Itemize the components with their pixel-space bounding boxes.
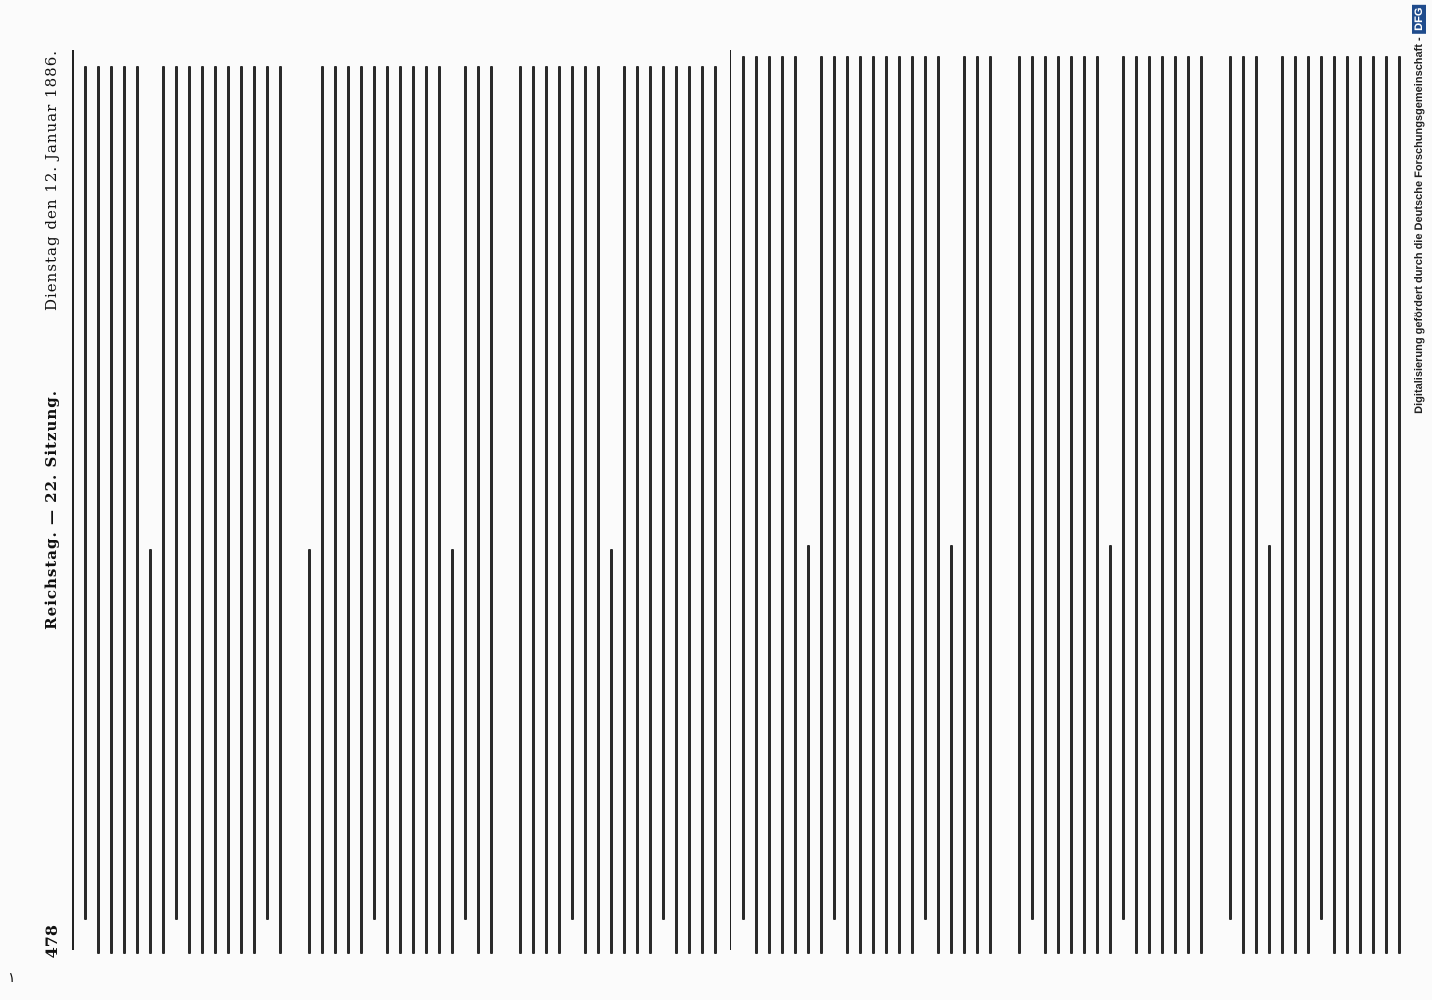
column-divider: [730, 50, 731, 950]
text-line: [347, 66, 350, 954]
text-line: [464, 66, 467, 920]
text-line: [373, 66, 376, 920]
text-line: [1346, 56, 1349, 954]
text-line: [755, 56, 758, 954]
text-line: [412, 66, 415, 954]
text-line: [898, 56, 901, 954]
text-line: [321, 66, 324, 954]
text-line: [334, 66, 337, 954]
text-line: [438, 66, 441, 954]
text-line: [227, 66, 230, 954]
text-line: [308, 549, 311, 954]
text-line: [97, 66, 100, 954]
text-line: [175, 66, 178, 920]
text-line: [1320, 56, 1323, 920]
text-line: [924, 56, 927, 920]
text-line: [859, 56, 862, 954]
text-line: [1268, 545, 1271, 955]
text-line: [1385, 56, 1388, 954]
text-line: [742, 56, 745, 920]
text-line: [519, 66, 522, 954]
text-line: [1174, 56, 1177, 954]
digitization-credit: [1412, 5, 1426, 414]
text-line: [1096, 56, 1099, 954]
running-header: [42, 390, 60, 630]
text-line: [149, 549, 152, 954]
text-line: [571, 66, 574, 920]
text-line: [911, 56, 914, 954]
text-line: [950, 545, 953, 955]
text-line: [846, 56, 849, 954]
text-line: [451, 549, 454, 954]
text-line: [649, 66, 652, 954]
text-line: [584, 66, 587, 954]
text-line: [84, 66, 87, 920]
text-line: [807, 545, 810, 955]
text-line: [1135, 56, 1138, 954]
text-line: [610, 549, 613, 954]
text-line: [1057, 56, 1060, 954]
credit-text: Digitalisierung gefördert durch die Deutsche Forschungsgemeinschaft -: [1413, 37, 1425, 414]
text-line: [1359, 56, 1362, 954]
text-line: [1031, 56, 1034, 920]
text-line: [162, 66, 165, 954]
text-line: [1109, 545, 1112, 955]
text-line: [597, 66, 600, 954]
text-line: [214, 66, 217, 954]
text-line: [123, 66, 126, 954]
text-line: [781, 56, 784, 954]
text-line: [701, 66, 704, 954]
text-line: [1281, 56, 1284, 954]
text-line: [1161, 56, 1164, 954]
text-line: [240, 66, 243, 954]
header-date: Dienstag den 12. Januar 1886.: [42, 50, 60, 312]
text-line: [1187, 56, 1190, 954]
page-number: 478: [42, 925, 61, 959]
text-line: [1333, 56, 1336, 954]
text-line: [1229, 56, 1232, 920]
text-line: [1307, 56, 1310, 954]
text-line: [833, 56, 836, 920]
text-line: [1200, 56, 1203, 954]
text-line: [872, 56, 875, 954]
text-line: [1044, 56, 1047, 954]
text-line: [1122, 56, 1125, 920]
text-line: [1242, 56, 1245, 954]
text-line: [1148, 56, 1151, 954]
text-line: [1255, 56, 1258, 954]
text-line: [989, 56, 992, 954]
text-line: [794, 56, 797, 954]
text-line: [425, 66, 428, 954]
text-line: [201, 66, 204, 954]
margin-mark: ۱: [8, 970, 16, 986]
text-line: [976, 56, 979, 954]
page-content: [20, 30, 1410, 980]
text-line: [662, 66, 665, 920]
text-line: [477, 66, 480, 954]
text-line: [386, 66, 389, 954]
dfg-logo: DFG: [1412, 5, 1426, 34]
text-line: [963, 56, 966, 954]
text-line: [636, 66, 639, 954]
text-line: [188, 66, 191, 954]
text-line: [768, 56, 771, 954]
text-line: [1083, 56, 1086, 954]
text-line: [253, 66, 256, 954]
text-line: [279, 66, 282, 954]
text-line: [1018, 56, 1021, 954]
text-line: [714, 66, 717, 954]
text-line: [558, 66, 561, 954]
text-line: [1294, 56, 1297, 954]
text-line: [623, 66, 626, 954]
text-line: [545, 66, 548, 954]
text-line: [490, 66, 493, 954]
text-line: [532, 66, 535, 954]
text-line: [360, 66, 363, 954]
text-column-2: [740, 50, 1410, 960]
text-line: [675, 66, 678, 954]
text-line: [1372, 56, 1375, 954]
header-rule: [72, 50, 74, 950]
text-line: [688, 66, 691, 954]
text-line: [937, 56, 940, 954]
header-title: Reichstag. — 22. Sitzung.: [42, 390, 60, 630]
text-line: [1398, 56, 1401, 954]
text-column-1: [82, 60, 722, 960]
text-line: [1070, 56, 1073, 954]
text-line: [820, 56, 823, 954]
text-line: [110, 66, 113, 954]
text-line: [266, 66, 269, 920]
text-line: [136, 66, 139, 954]
text-line: [885, 56, 888, 954]
text-line: [399, 66, 402, 954]
